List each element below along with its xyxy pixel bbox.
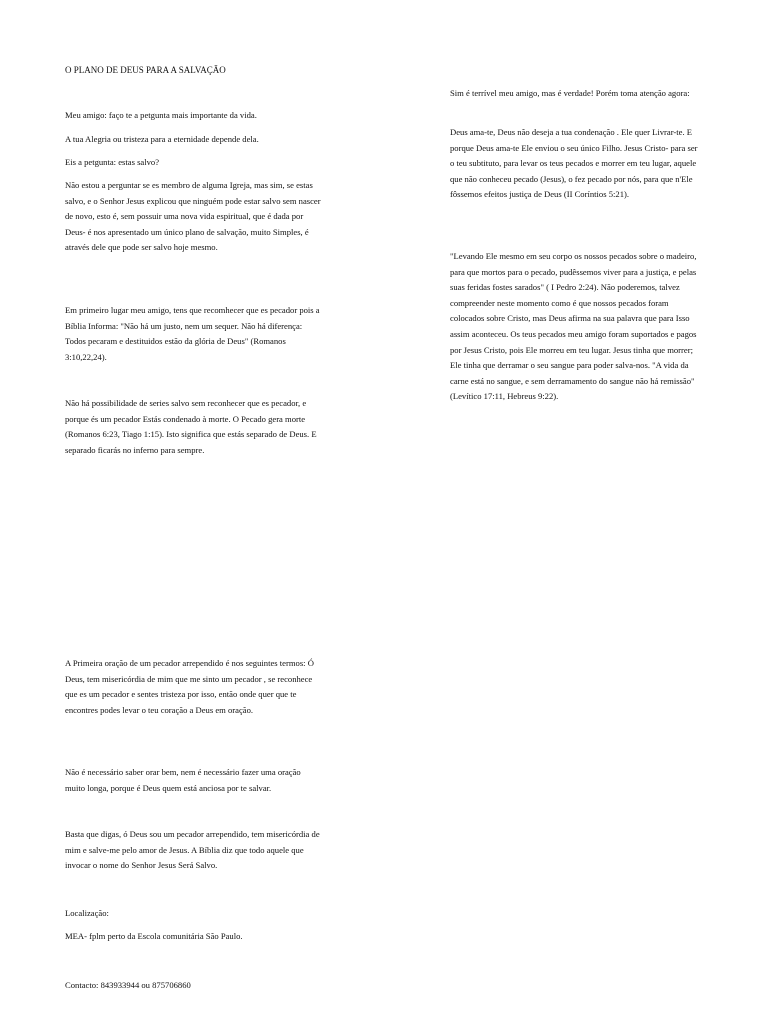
- paragraph-deus-ama: Deus ama-te, Deus não deseja a tua condenação . Ele quer Livrar-te. E porque Deus ama-te Ele enviou o seu único Filho. Jesus Cristo- para ser o teu subtituto, para levar os teus pecados e morrer em teu lugar, aquele que não conheceu pecado (Jesus), o fez pecado por nós, para que n'Ele fôssemos efeitos justiça de Deus (II Coríntios 5:21).: [450, 127, 698, 200]
- paragraph-intro: Meu amigo: faço te a petgunta mais importante da vida.: [65, 110, 257, 120]
- localizacao-text: MEA- fplm perto da Escola comunitária São Paulo.: [65, 931, 243, 941]
- paragraph-possibilidade: Não há possibilidade de series salvo sem reconhecer que es pecador, e porque és um pecador Estás condenado à morte. O Pecado gera morte (Romanos 6:23, Tiago 1:15). Isto significa que estás separado de Deus. E separado ficarás no inferno para sempre.: [65, 398, 317, 455]
- paragraph-levando: "Levando Ele mesmo em seu corpo os nossos pecados sobre o madeiro, para que mortos para o pecado, pudêssemos viver para a justiça, e pelas suas feridas fostes sarados" ( I Pedro 2:24). Não poderemos, talvez compreender neste momento como é que nossos pecados foram colocados sobre Cristo, mas Deus afirma na sua palavra que para Isso assim aconteceu. Os teus pecados meu amigo foram suportados e pagos por Jesus Cristo, pois Ele morreu em teu lugar. Jesus tinha que morrer; Ele tinha que derramar o seu sangue para poder salva-nos. "A vida da carne está no sangue, e sem derramamento do sangue não há remissão" (Levítico 17:11, Hebreus 9:22).: [450, 251, 697, 402]
- localizacao-label: Localização:: [65, 908, 109, 918]
- paragraph-primeiro-lugar: Em primeiro lugar meu amigo, tens que recomhecer que es pecador pois a Bíblia Informa: "Não há um justo, nem um sequer. Não há diferença: Todos pecaram e destituidos estão da glória de Deus" (Romanos 3:10,22,24).: [65, 305, 320, 362]
- paragraph-nao-estou: Não estou a perguntar se es membro de alguma Igreja, mas sim, se estas salvo, e o Senhor Jesus explicou que ninguém pode estar salvo sem nascer de novo, esto é, sem possuir uma nova vida espiritual, que é dada por Deus- é nos apresentado um único plano de salvação, muito Simples, é através dele que pode ser salvo hoje mesmo.: [65, 180, 321, 253]
- paragraph-primeira-oracao: A Primeira oração de um pecador arrependido é nos seguintes termos: Ó Deus, tem misericórdia de mim que me sinto um pecador , se reconhece que es um pecador e sentes tristeza por isso, então onde quer que te encontres podes levar o teu coração a Deus em oração.: [65, 658, 314, 715]
- paragraph-sim-terrivel: Sim é terrível meu amigo, mas é verdade! Porém toma atenção agora:: [450, 88, 690, 98]
- paragraph-orar-bem: Não é necessário saber orar bem, nem é necessário fazer uma oração muito longa, porque é Deus quem está anciosa por te salvar.: [65, 767, 301, 793]
- document-title: O PLANO DE DEUS PARA A SALVAÇÃO: [65, 65, 226, 75]
- paragraph-alegria: A tua Alegria ou tristeza para a eternidade depende dela.: [65, 134, 259, 144]
- contacto-text: Contacto: 843933944 ou 875706860: [65, 980, 191, 990]
- paragraph-pergunta: Eis a petgunta: estas salvo?: [65, 157, 160, 167]
- paragraph-basta: Basta que digas, ó Deus sou um pecador arrependido, tem misericórdia de mim e salve-me pelo amor de Jesus. A Bíblia diz que todo aquele que invocar o nome do Senhor Jesus Será Salvo.: [65, 829, 320, 871]
